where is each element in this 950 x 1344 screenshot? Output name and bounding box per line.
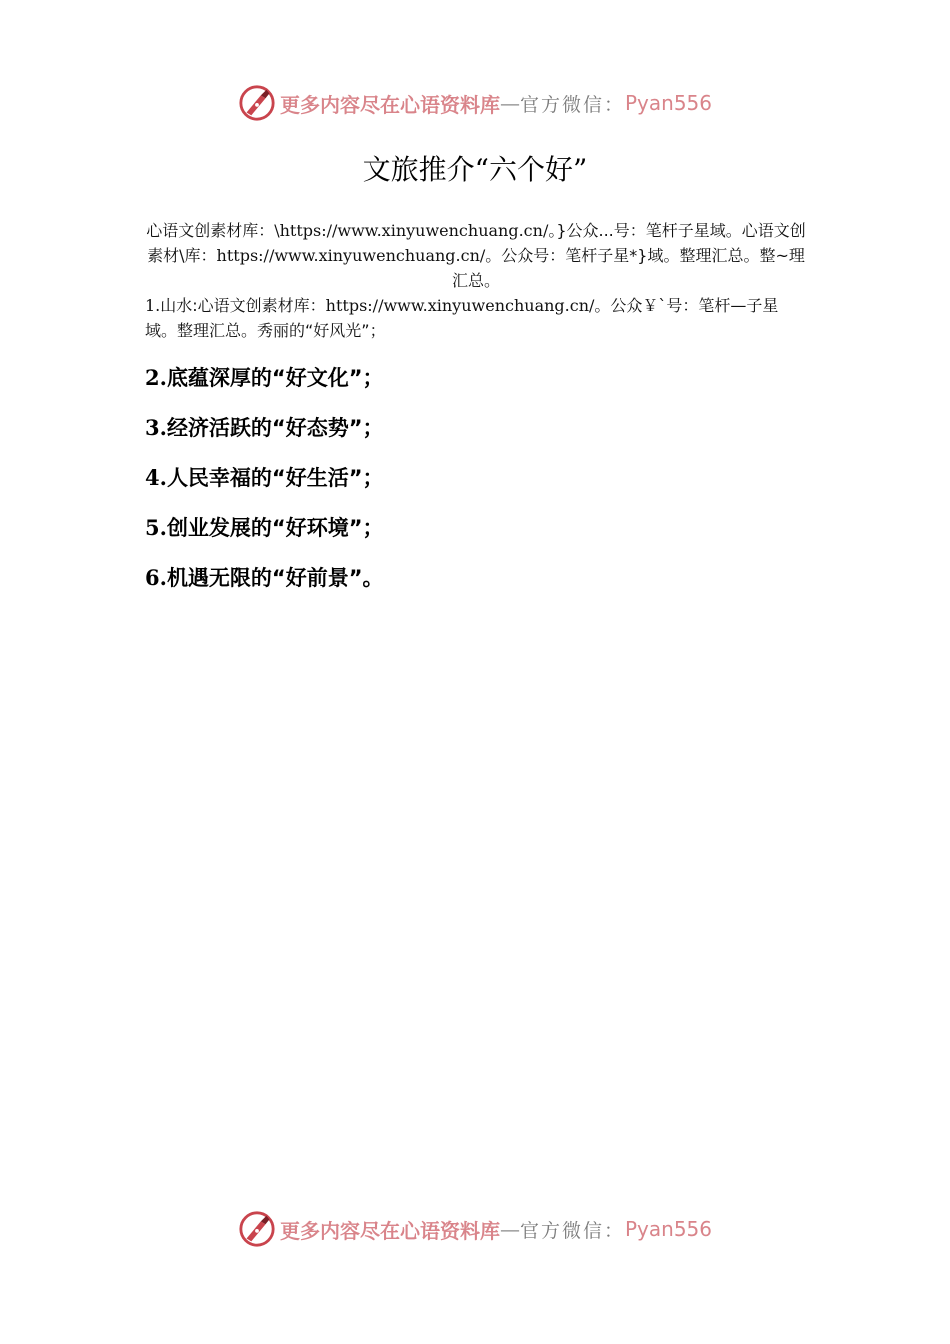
banner-wechat-id: Pyan556 (625, 1217, 713, 1241)
list-item-4 (145, 453, 807, 503)
list-item-3 (145, 403, 807, 453)
intro-url-a: \https://www.xinyuwenchuang.cn/ (274, 221, 549, 240)
banner-official-label: 官方微信： (519, 1219, 625, 1242)
intro-text-c: 。公众号：笔杆子星*}域。整理汇总。整~理汇总。 (451, 246, 805, 290)
list-item-text: 底蕴深厚的“好文化”； (166, 366, 384, 390)
header-banner (0, 80, 950, 126)
banner-wechat-id: Pyan556 (625, 91, 713, 115)
list-item-5 (145, 503, 807, 553)
pen-nib-logo-icon (238, 1210, 276, 1248)
intro-paragraph (145, 218, 807, 293)
list-item-number: 1. (145, 296, 161, 315)
intro-text-b: 。}公众...号：笔杆子星域。心语文创素材\库： (147, 221, 806, 265)
intro-url-b: https://www.xinyuwenchuang.cn/ (216, 246, 486, 265)
list-item-number: 5. (145, 515, 167, 540)
banner-dash: — (499, 1217, 520, 1241)
banner-dash: — (499, 91, 520, 115)
list-item-text: 创业发展的“好环境”； (166, 516, 384, 540)
banner-official-label: 官方微信： (519, 93, 625, 116)
intro-text-a: 心语文创素材库： (146, 221, 275, 240)
banner-main-text: 更多内容尽在心语资料库 (279, 92, 500, 117)
page-title: 文旅推介“六个好” (362, 153, 588, 186)
list-item-6 (145, 553, 807, 603)
list-item-number: 2. (145, 365, 167, 390)
document-body (145, 218, 807, 603)
list-item-number: 3. (145, 415, 167, 440)
list (145, 353, 807, 603)
pen-nib-logo-icon (238, 84, 276, 122)
footer-banner (0, 1206, 950, 1252)
item1-suffix: 。公众￥`号：笔杆—子星域。整理汇总。秀丽的“好风光”； (145, 296, 779, 340)
list-item-number: 6. (145, 565, 167, 590)
list-item-text: 机遇无限的“好前景”。 (166, 566, 384, 590)
banner-main-text: 更多内容尽在心语资料库 (279, 1218, 500, 1243)
item1-url: https://www.xinyuwenchuang.cn/ (325, 296, 595, 315)
list-item-1 (145, 293, 807, 343)
list-item-number: 4. (145, 465, 167, 490)
list-item-2 (145, 353, 807, 403)
list-item-text: 人民幸福的“好生活”； (166, 466, 384, 490)
item1-prefix: 山水:心语文创素材库： (160, 296, 326, 315)
list-item-text: 经济活跃的“好态势”； (166, 416, 384, 440)
